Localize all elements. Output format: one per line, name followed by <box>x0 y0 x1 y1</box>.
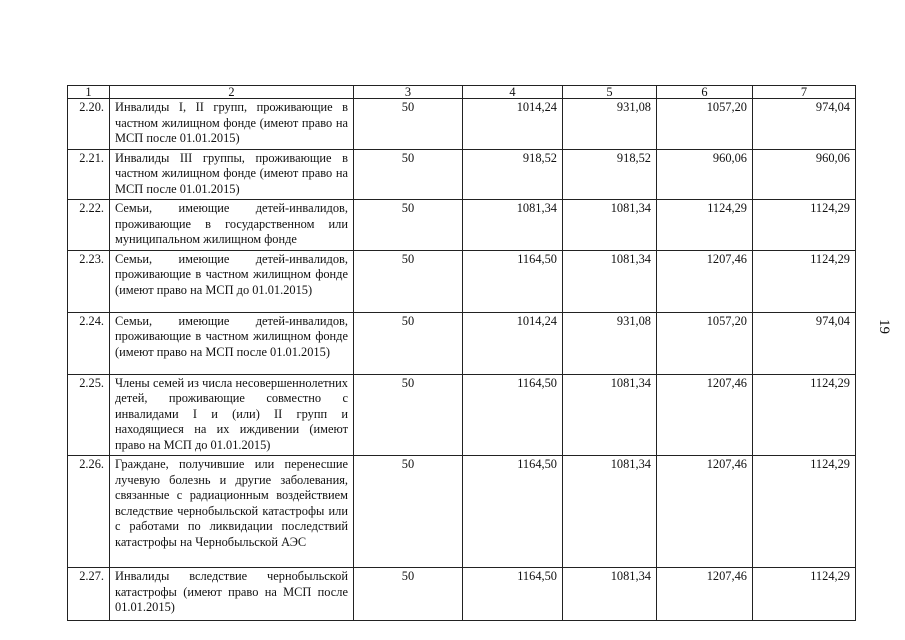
value-cell-3: 50 <box>354 312 463 374</box>
table-row <box>68 456 856 568</box>
header-cell-4: 4 <box>463 86 563 99</box>
table-row <box>68 312 856 374</box>
value-cell-7: 1124,29 <box>753 200 856 251</box>
header-row <box>68 86 856 99</box>
row-number-cell: 2.27. <box>68 568 110 621</box>
header-cell-5: 5 <box>563 86 657 99</box>
value-cell-6: 1207,46 <box>657 374 753 456</box>
value-cell-4: 1164,50 <box>463 374 563 456</box>
value-cell-5: 1081,34 <box>563 456 657 568</box>
table-body <box>68 86 856 621</box>
value-cell-5: 1081,34 <box>563 568 657 621</box>
value-cell-4: 1081,34 <box>463 200 563 251</box>
value-cell-6: 1124,29 <box>657 200 753 251</box>
benefits-table <box>67 85 856 621</box>
value-cell-5: 931,08 <box>563 312 657 374</box>
header-cell-6: 6 <box>657 86 753 99</box>
description-cell: Граждане, получившие или перенесшие лучевую болезнь и другие заболевания, связанные с радиационным воздействием вследствие чернобыльской катастрофы или с работами по ликвидации последствий катастрофы на Чернобыльской АЭС <box>110 456 354 568</box>
header-cell-7: 7 <box>753 86 856 99</box>
page-number: 19 <box>876 319 892 334</box>
description-cell: Семьи, имеющие детей-инвалидов, проживающие в частном жилищном фонде (имеют право на МСП после 01.01.2015) <box>110 312 354 374</box>
value-cell-3: 50 <box>354 568 463 621</box>
description-cell: Инвалиды III группы, проживающие в частном жилищном фонде (имеют право на МСП после 01.01.2015) <box>110 149 354 200</box>
value-cell-7: 974,04 <box>753 312 856 374</box>
table-row <box>68 149 856 200</box>
table-row <box>68 200 856 251</box>
row-number-cell: 2.26. <box>68 456 110 568</box>
value-cell-6: 960,06 <box>657 149 753 200</box>
value-cell-7: 1124,29 <box>753 568 856 621</box>
header-cell-2: 2 <box>110 86 354 99</box>
description-cell: Семьи, имеющие детей-инвалидов, проживающие в частном жилищном фонде (имеют право на МСП до 01.01.2015) <box>110 250 354 312</box>
description-cell: Инвалиды I, II групп, проживающие в частном жилищном фонде (имеют право на МСП после 01.01.2015) <box>110 99 354 150</box>
value-cell-3: 50 <box>354 200 463 251</box>
value-cell-3: 50 <box>354 99 463 150</box>
value-cell-4: 918,52 <box>463 149 563 200</box>
value-cell-3: 50 <box>354 374 463 456</box>
row-number-cell: 2.25. <box>68 374 110 456</box>
value-cell-7: 1124,29 <box>753 374 856 456</box>
table-row <box>68 250 856 312</box>
row-number-cell: 2.24. <box>68 312 110 374</box>
row-number-cell: 2.23. <box>68 250 110 312</box>
value-cell-3: 50 <box>354 456 463 568</box>
value-cell-3: 50 <box>354 250 463 312</box>
value-cell-5: 1081,34 <box>563 200 657 251</box>
header-cell-1: 1 <box>68 86 110 99</box>
row-number-cell: 2.21. <box>68 149 110 200</box>
row-number-cell: 2.22. <box>68 200 110 251</box>
value-cell-7: 974,04 <box>753 99 856 150</box>
value-cell-3: 50 <box>354 149 463 200</box>
value-cell-4: 1164,50 <box>463 456 563 568</box>
value-cell-6: 1057,20 <box>657 312 753 374</box>
value-cell-5: 1081,34 <box>563 374 657 456</box>
value-cell-6: 1207,46 <box>657 250 753 312</box>
description-cell: Члены семей из числа несовершеннолетних детей, проживающие совместно с инвалидами I и (или) II групп и находящиеся на их иждивении (имеют право на МСП до 01.01.2015) <box>110 374 354 456</box>
value-cell-5: 918,52 <box>563 149 657 200</box>
value-cell-7: 960,06 <box>753 149 856 200</box>
description-cell: Семьи, имеющие детей-инвалидов, проживающие в государственном или муниципальном жилищном фонде <box>110 200 354 251</box>
value-cell-6: 1207,46 <box>657 568 753 621</box>
value-cell-7: 1124,29 <box>753 250 856 312</box>
table-row <box>68 568 856 621</box>
value-cell-4: 1014,24 <box>463 99 563 150</box>
description-cell: Инвалиды вследствие чернобыльской катастрофы (имеют право на МСП после 01.01.2015) <box>110 568 354 621</box>
table-row <box>68 99 856 150</box>
row-number-cell: 2.20. <box>68 99 110 150</box>
value-cell-6: 1207,46 <box>657 456 753 568</box>
value-cell-6: 1057,20 <box>657 99 753 150</box>
value-cell-5: 1081,34 <box>563 250 657 312</box>
value-cell-4: 1014,24 <box>463 312 563 374</box>
value-cell-7: 1124,29 <box>753 456 856 568</box>
header-cell-3: 3 <box>354 86 463 99</box>
value-cell-5: 931,08 <box>563 99 657 150</box>
table-row <box>68 374 856 456</box>
value-cell-4: 1164,50 <box>463 568 563 621</box>
value-cell-4: 1164,50 <box>463 250 563 312</box>
